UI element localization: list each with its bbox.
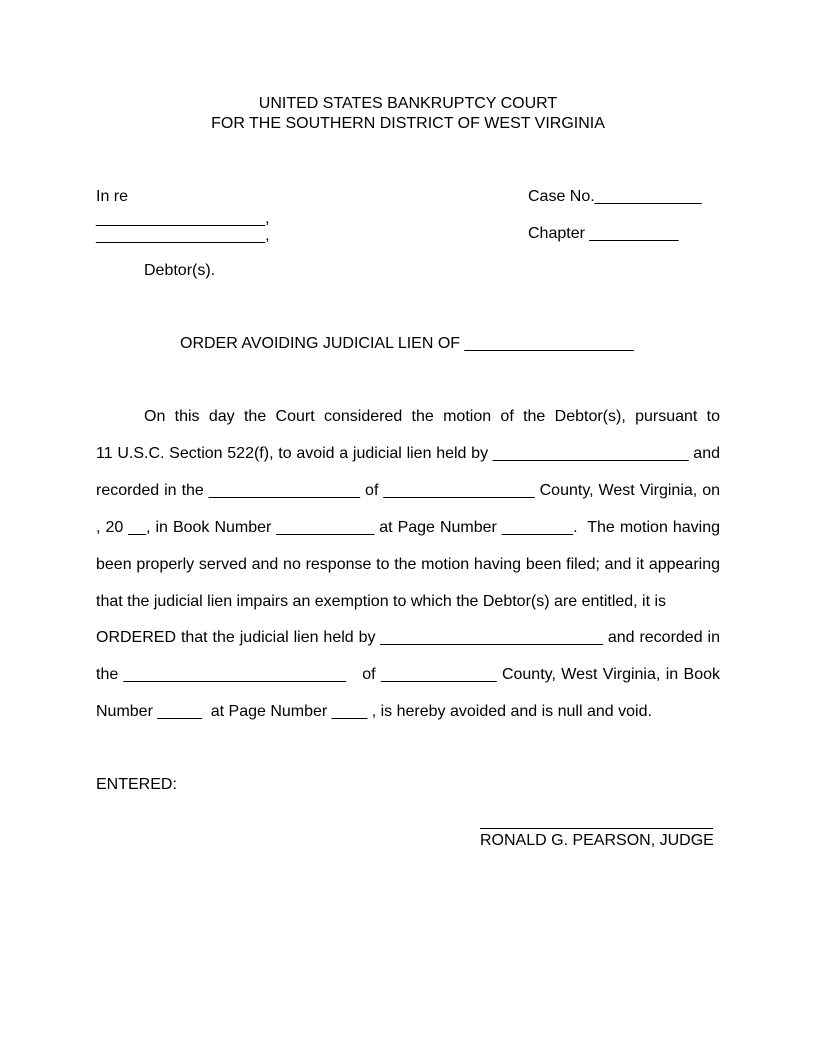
body-line-9: Number _____ at Page Number ____ , is hereby avoided and is null and void. (96, 703, 652, 720)
body-line-2: 11 U.S.C. Section 522(f), to avoid a judicial lien held by ______________________ and (96, 445, 720, 462)
in-re-label: In re (96, 188, 129, 205)
entered-label: ENTERED: (96, 776, 177, 793)
court-name: UNITED STATES BANKRUPTCY COURT (258, 95, 558, 112)
court-district: FOR THE SOUTHERN DISTRICT OF WEST VIRGINIA (211, 115, 605, 132)
debtors-label: Debtor(s). (144, 262, 216, 279)
body-line-7: ORDERED that the judicial lien held by _________________________ and recorded in (96, 629, 720, 646)
chapter-field: Chapter __________ (528, 225, 679, 242)
debtor-name-blank-1: ___________________, (96, 210, 270, 227)
order-title: ORDER AVOIDING JUDICIAL LIEN OF ___________________ (180, 335, 634, 352)
body-line-1: On this day the Court considered the motion of the Debtor(s), pursuant to (144, 408, 720, 425)
case-number-field: Case No.____________ (528, 188, 702, 205)
body-line-8: the _________________________ of _____________ County, West Virginia, in Book (96, 666, 720, 683)
body-line-6: that the judicial lien impairs an exemption to which the Debtor(s) are entitled, it is (96, 593, 667, 610)
body-line-5: been properly served and no response to the motion having been filed; and it appearing (96, 556, 720, 573)
body-line-3: recorded in the _________________ of _________________ County, West Virginia, on (96, 482, 720, 499)
judge-name: RONALD G. PEARSON, JUDGE (480, 832, 714, 849)
signature-line (480, 828, 713, 829)
debtor-name-blank-2: ___________________, (96, 227, 270, 244)
body-line-4: , 20 __, in Book Number ___________ at Page Number ________. The motion having (96, 519, 720, 536)
